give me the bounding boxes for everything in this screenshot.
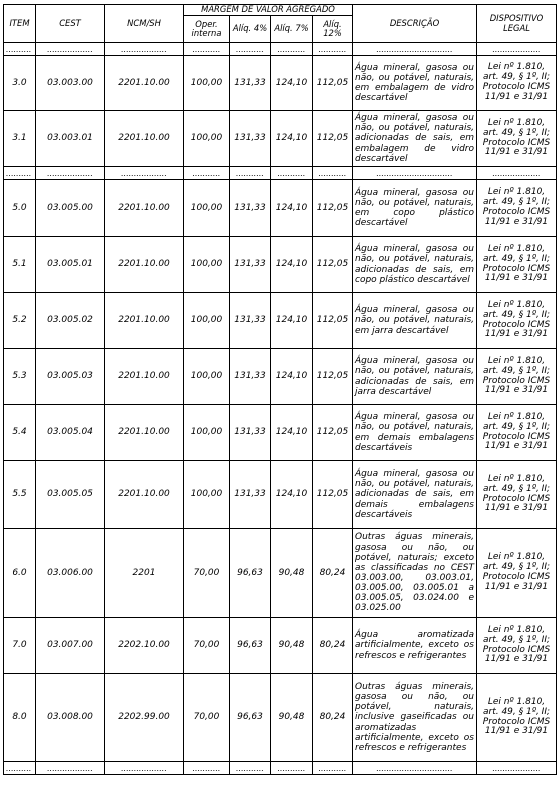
legal-cell: Lei nº 1.810, art. 49, § 1º, II; Protocolo ICMS 11/91 e 31/91: [477, 618, 557, 674]
description-cell: Outras águas minerais, gasosa ou não, ou potável, naturais; exceto as classificadas no CEST 03.003.00, 03.003.01, 03.005.00, 03.005.01 a 03.005.05, 03.024.00 e 03.025.00: [353, 529, 477, 618]
ellipsis-cell: ..........: [4, 167, 36, 180]
header-aliq7: Alíq. 7%: [271, 16, 313, 43]
ellipsis-cell: ..................: [36, 167, 105, 180]
aliq12-cell: 80,24: [313, 529, 353, 618]
legal-cell: Lei nº 1.810, art. 49, § 1º, II; Protocolo ICMS 11/91 e 31/91: [477, 293, 557, 349]
oper-cell: 100,00: [184, 111, 230, 167]
cest-cell: 03.003.00: [36, 56, 105, 111]
ellipsis-cell: ...........: [271, 43, 313, 56]
oper-cell: 100,00: [184, 405, 230, 461]
header-margem: MARGEM DE VALOR AGREGADO: [184, 5, 353, 16]
item-cell: 5.2: [4, 293, 36, 349]
ellipsis-cell: ...........: [313, 762, 353, 775]
oper-cell: 100,00: [184, 293, 230, 349]
oper-cell: 100,00: [184, 461, 230, 529]
item-cell: 5.4: [4, 405, 36, 461]
description-cell: Água mineral, gasosa ou não, ou potável, naturais, adicionadas de sais, em jarra descartável: [353, 349, 477, 405]
aliq7-cell: 124,10: [271, 111, 313, 167]
aliq7-cell: 124,10: [271, 461, 313, 529]
cest-cell: 03.007.00: [36, 618, 105, 674]
ellipsis-cell: ...........: [230, 43, 271, 56]
aliq4-cell: 131,33: [230, 405, 271, 461]
oper-cell: 70,00: [184, 674, 230, 762]
aliq7-cell: 124,10: [271, 237, 313, 293]
ellipsis-row: [4, 167, 557, 180]
cest-cell: 03.003.01: [36, 111, 105, 167]
table-row: [4, 237, 557, 293]
table-row: [4, 349, 557, 405]
legal-cell: Lei nº 1.810, art. 49, § 1º, II; Protocolo ICMS 11/91 e 31/91: [477, 180, 557, 237]
aliq7-cell: 124,10: [271, 56, 313, 111]
aliq12-cell: 80,24: [313, 674, 353, 762]
description-cell: Outras águas minerais, gasosa ou não, ou potável, naturais, inclusive gaseificadas ou aromatizadas artificialmente, exceto os refrescos e refrigerantes: [353, 674, 477, 762]
header-item: ITEM: [4, 5, 36, 43]
cest-cell: 03.005.00: [36, 180, 105, 237]
header-ncm: NCM/SH: [105, 5, 184, 43]
table-row: [4, 405, 557, 461]
description-cell: Água mineral, gasosa ou não, ou potável, naturais, adicionadas de sais, em embalagem de vidro descartável: [353, 111, 477, 167]
header-dispositivo: DISPOSITIVO LEGAL: [477, 5, 557, 43]
ellipsis-row: [4, 762, 557, 775]
item-cell: 5.5: [4, 461, 36, 529]
legal-cell: Lei nº 1.810, art. 49, § 1º, II; Protocolo ICMS 11/91 e 31/91: [477, 237, 557, 293]
aliq12-cell: 112,05: [313, 461, 353, 529]
aliq4-cell: 131,33: [230, 111, 271, 167]
aliq4-cell: 96,63: [230, 674, 271, 762]
legal-cell: Lei nº 1.810, art. 49, § 1º, II; Protocolo ICMS 11/91 e 31/91: [477, 529, 557, 618]
oper-cell: 100,00: [184, 56, 230, 111]
ncm-cell: 2201.10.00: [105, 56, 184, 111]
ellipsis-cell: ...........: [184, 167, 230, 180]
aliq4-cell: 131,33: [230, 56, 271, 111]
cest-cell: 03.006.00: [36, 529, 105, 618]
ellipsis-cell: ..................: [36, 762, 105, 775]
ncm-cell: 2201.10.00: [105, 111, 184, 167]
aliq4-cell: 96,63: [230, 529, 271, 618]
header-aliq12: Alíq. 12%: [313, 16, 353, 43]
oper-cell: 100,00: [184, 180, 230, 237]
oper-cell: 70,00: [184, 529, 230, 618]
description-cell: Água mineral, gasosa ou não, ou potável, naturais, adicionadas de sais, em copo plástico descartável: [353, 237, 477, 293]
table-row: [4, 56, 557, 111]
item-cell: 3.1: [4, 111, 36, 167]
table-row: [4, 293, 557, 349]
aliq12-cell: 112,05: [313, 180, 353, 237]
ncm-cell: 2201.10.00: [105, 237, 184, 293]
ellipsis-cell: ...........: [230, 762, 271, 775]
description-cell: Água mineral, gasosa ou não, ou potável, naturais, em demais embalagens descartáveis: [353, 405, 477, 461]
aliq7-cell: 124,10: [271, 180, 313, 237]
cest-cell: 03.005.03: [36, 349, 105, 405]
ellipsis-cell: ...........: [271, 167, 313, 180]
aliq7-cell: 90,48: [271, 529, 313, 618]
ncm-cell: 2201.10.00: [105, 293, 184, 349]
aliq4-cell: 96,63: [230, 618, 271, 674]
ncm-cell: 2201.10.00: [105, 405, 184, 461]
aliq12-cell: 112,05: [313, 237, 353, 293]
mva-table: [3, 4, 557, 775]
legal-cell: Lei nº 1.810, art. 49, § 1º, II; Protocolo ICMS 11/91 e 31/91: [477, 349, 557, 405]
legal-cell: Lei nº 1.810, art. 49, § 1º, II; Protocolo ICMS 11/91 e 31/91: [477, 405, 557, 461]
ellipsis-cell: ...........: [313, 43, 353, 56]
ellipsis-cell: ..................: [105, 762, 184, 775]
aliq4-cell: 131,33: [230, 237, 271, 293]
aliq7-cell: 124,10: [271, 349, 313, 405]
item-cell: 7.0: [4, 618, 36, 674]
aliq12-cell: 112,05: [313, 349, 353, 405]
ellipsis-cell: ...........: [184, 43, 230, 56]
aliq7-cell: 124,10: [271, 405, 313, 461]
ellipsis-cell: ..............................: [353, 43, 477, 56]
ncm-cell: 2201: [105, 529, 184, 618]
legal-cell: Lei nº 1.810, art. 49, § 1º, II; Protocolo ICMS 11/91 e 31/91: [477, 56, 557, 111]
ellipsis-cell: ...........: [184, 762, 230, 775]
ellipsis-cell: ...........: [230, 167, 271, 180]
aliq7-cell: 90,48: [271, 674, 313, 762]
ncm-cell: 2201.10.00: [105, 349, 184, 405]
table-row: [4, 180, 557, 237]
table-row: [4, 111, 557, 167]
table-row: [4, 529, 557, 618]
item-cell: 6.0: [4, 529, 36, 618]
item-cell: 8.0: [4, 674, 36, 762]
ellipsis-cell: ..................: [36, 43, 105, 56]
ellipsis-cell: ...................: [477, 762, 557, 775]
item-cell: 3.0: [4, 56, 36, 111]
ncm-cell: 2201.10.00: [105, 461, 184, 529]
aliq12-cell: 80,24: [313, 618, 353, 674]
header-oper: Oper. interna: [184, 16, 230, 43]
ellipsis-cell: ...........: [313, 167, 353, 180]
description-cell: Água mineral, gasosa ou não, ou potável, naturais, adicionadas de sais, em demais embalagens descartáveis: [353, 461, 477, 529]
cest-cell: 03.005.01: [36, 237, 105, 293]
table-row: [4, 618, 557, 674]
ellipsis-cell: ..................: [105, 43, 184, 56]
aliq4-cell: 131,33: [230, 349, 271, 405]
header-aliq4: Alíq. 4%: [230, 16, 271, 43]
ncm-cell: 2201.10.00: [105, 180, 184, 237]
description-cell: Água mineral, gasosa ou não, ou potável, naturais, em embalagem de vidro descartável: [353, 56, 477, 111]
oper-cell: 100,00: [184, 237, 230, 293]
legal-cell: Lei nº 1.810, art. 49, § 1º, II; Protocolo ICMS 11/91 e 31/91: [477, 111, 557, 167]
oper-cell: 70,00: [184, 618, 230, 674]
ellipsis-cell: ..............................: [353, 167, 477, 180]
aliq4-cell: 131,33: [230, 180, 271, 237]
description-cell: Água mineral, gasosa ou não, ou potável, naturais, em jarra descartável: [353, 293, 477, 349]
aliq12-cell: 112,05: [313, 293, 353, 349]
aliq7-cell: 124,10: [271, 293, 313, 349]
ncm-cell: 2202.99.00: [105, 674, 184, 762]
ellipsis-cell: ..............................: [353, 762, 477, 775]
description-cell: Água mineral, gasosa ou não, ou potável, naturais, em copo plástico descartável: [353, 180, 477, 237]
ellipsis-cell: ...................: [477, 43, 557, 56]
ellipsis-cell: ..........: [4, 762, 36, 775]
aliq4-cell: 131,33: [230, 461, 271, 529]
ellipsis-cell: ..................: [105, 167, 184, 180]
aliq4-cell: 131,33: [230, 293, 271, 349]
table-row: [4, 674, 557, 762]
description-cell: Água aromatizada artificialmente, exceto os refrescos e refrigerantes: [353, 618, 477, 674]
legal-cell: Lei nº 1.810, art. 49, § 1º, II; Protocolo ICMS 11/91 e 31/91: [477, 461, 557, 529]
item-cell: 5.3: [4, 349, 36, 405]
cest-cell: 03.008.00: [36, 674, 105, 762]
aliq12-cell: 112,05: [313, 405, 353, 461]
header-descricao: DESCRIÇÃO: [353, 5, 477, 43]
aliq7-cell: 90,48: [271, 618, 313, 674]
ellipsis-cell: ..........: [4, 43, 36, 56]
aliq12-cell: 112,05: [313, 56, 353, 111]
cest-cell: 03.005.04: [36, 405, 105, 461]
ellipsis-row: [4, 43, 557, 56]
oper-cell: 100,00: [184, 349, 230, 405]
ncm-cell: 2202.10.00: [105, 618, 184, 674]
ellipsis-cell: ...........: [271, 762, 313, 775]
table-row: [4, 461, 557, 529]
header-cest: CEST: [36, 5, 105, 43]
item-cell: 5.0: [4, 180, 36, 237]
aliq12-cell: 112,05: [313, 111, 353, 167]
item-cell: 5.1: [4, 237, 36, 293]
legal-cell: Lei nº 1.810, art. 49, § 1º, II; Protocolo ICMS 11/91 e 31/91: [477, 674, 557, 762]
cest-cell: 03.005.02: [36, 293, 105, 349]
ellipsis-cell: ...................: [477, 167, 557, 180]
cest-cell: 03.005.05: [36, 461, 105, 529]
